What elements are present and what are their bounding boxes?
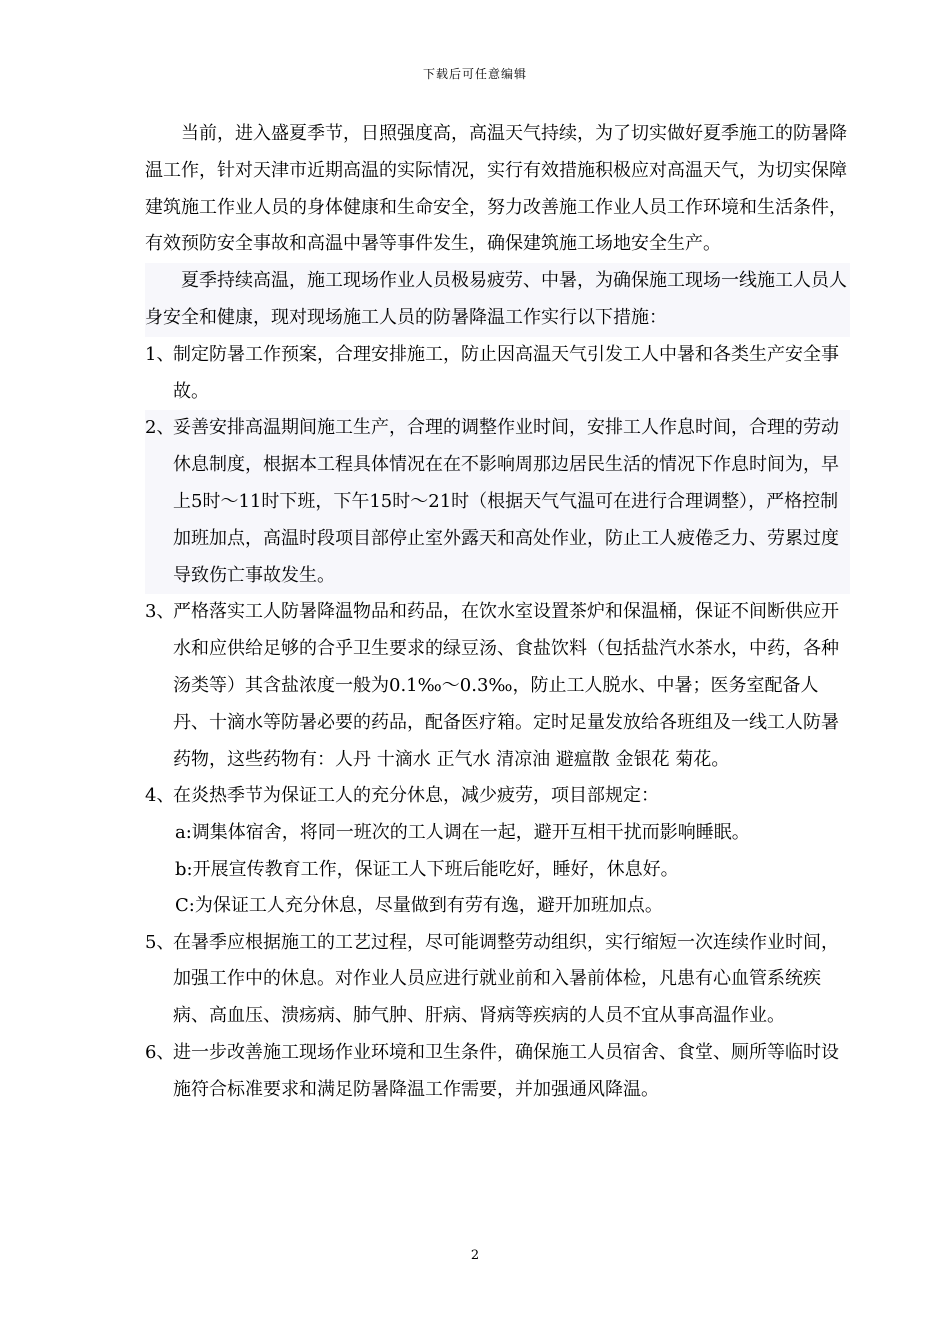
- sub-item: b:开展宣传教育工作，保证工人下班后能吃好，睡好，休息好。: [175, 858, 679, 880]
- list-item-number: 5、: [145, 931, 175, 953]
- list-item-number: 6、: [145, 1042, 175, 1064]
- list-item-text: 在炎热季节为保证工人的充分休息，减少疲劳，项目部规定：: [173, 785, 659, 807]
- intro-paragraph: 当前，进入盛夏季节，日照强度高，高温天气持续，为了切实做好夏季施工的防暑降温工作，针对天津市近期高温的实际情况，实行有效措施积极应对高温天气，为切实保障建筑施工作业人员的身体健康和生命安全，努力改善施工作业人员工作环境和生活条件，有效预防安全事故和高温中暑等事件发生，确保建筑施工场地安全生产。: [145, 123, 847, 255]
- sub-item: a:调集体宿舍，将同一班次的工人调在一起，避开互相干扰而影响睡眠。: [175, 822, 750, 844]
- list-item-text: 制定防暑工作预案，合理安排施工，防止因高温天气引发工人中暑和各类生产安全事故。: [173, 343, 839, 402]
- list-item-text: 在暑季应根据施工的工艺过程，尽可能调整劳动组织，实行缩短一次连续作业时间，加强工作中的休息。对作业人员应进行就业前和入暑前体检，凡患有心血管系统疾病、高血压、溃疡病、肺气肿、肝病、肾病等疾病的人员不宜从事高温作业。: [173, 931, 839, 1027]
- list-item-number: 4、: [145, 785, 175, 807]
- list-item-number: 3、: [145, 601, 175, 623]
- document-body: [145, 116, 850, 1109]
- list-item-text: 严格落实工人防暑降温物品和药品，在饮水室设置茶炉和保温桶，保证不间断供应开水和应供给足够的合乎卫生要求的绿豆汤、食盐饮料（包括盐汽水茶水，中药，各种汤类等）其含盐浓度一般为0.1‰～0.3‰，防止工人脱水、中暑；医务室配备人丹、十滴水等防暑必要的药品，配备医疗箱。定时足量发放给各班组及一线工人防暑药物，这些药物有：人丹 十滴水 正气水 清凉油 避瘟散 金银花 菊花。: [173, 601, 839, 770]
- page-number: 2: [470, 1248, 480, 1263]
- list-item-number: 2、: [145, 417, 175, 439]
- list-item: [145, 1035, 850, 1109]
- list-item: [145, 337, 850, 411]
- page-header: 下载后可任意编辑: [422, 67, 527, 81]
- list-item: [145, 778, 850, 815]
- sub-item: C:为保证工人充分休息，尽量做到有劳有逸，避开加班加点。: [175, 895, 663, 917]
- list-item-number: 1、: [145, 343, 175, 365]
- list-item-text: 妥善安排高温期间施工生产，合理的调整作业时间，安排工人作息时间，合理的劳动休息制度，根据本工程具体情况在在不影响周那边居民生活的情况下作息时间为，早上5时～11时下班，下午15时～21时（根据天气气温可在进行合理调整），严格控制加班加点，高温时段项目部停止室外露天和高处作业，防止工人疲倦乏力、劳累过度导致伤亡事故发生。: [173, 417, 839, 586]
- list-item: [145, 594, 850, 778]
- list-item-text: 进一步改善施工现场作业环境和卫生条件，确保施工人员宿舍、食堂、厕所等临时设施符合标准要求和满足防暑降温工作需要，并加强通风降温。: [173, 1042, 839, 1100]
- list-item: [145, 410, 850, 594]
- measures-intro-paragraph: 夏季持续高温，施工现场作业人员极易疲劳、中暑，为确保施工现场一线施工人员人身安全和健康，现对现场施工人员的防暑降温工作实行以下措施：: [145, 263, 850, 337]
- list-item: [145, 925, 850, 1035]
